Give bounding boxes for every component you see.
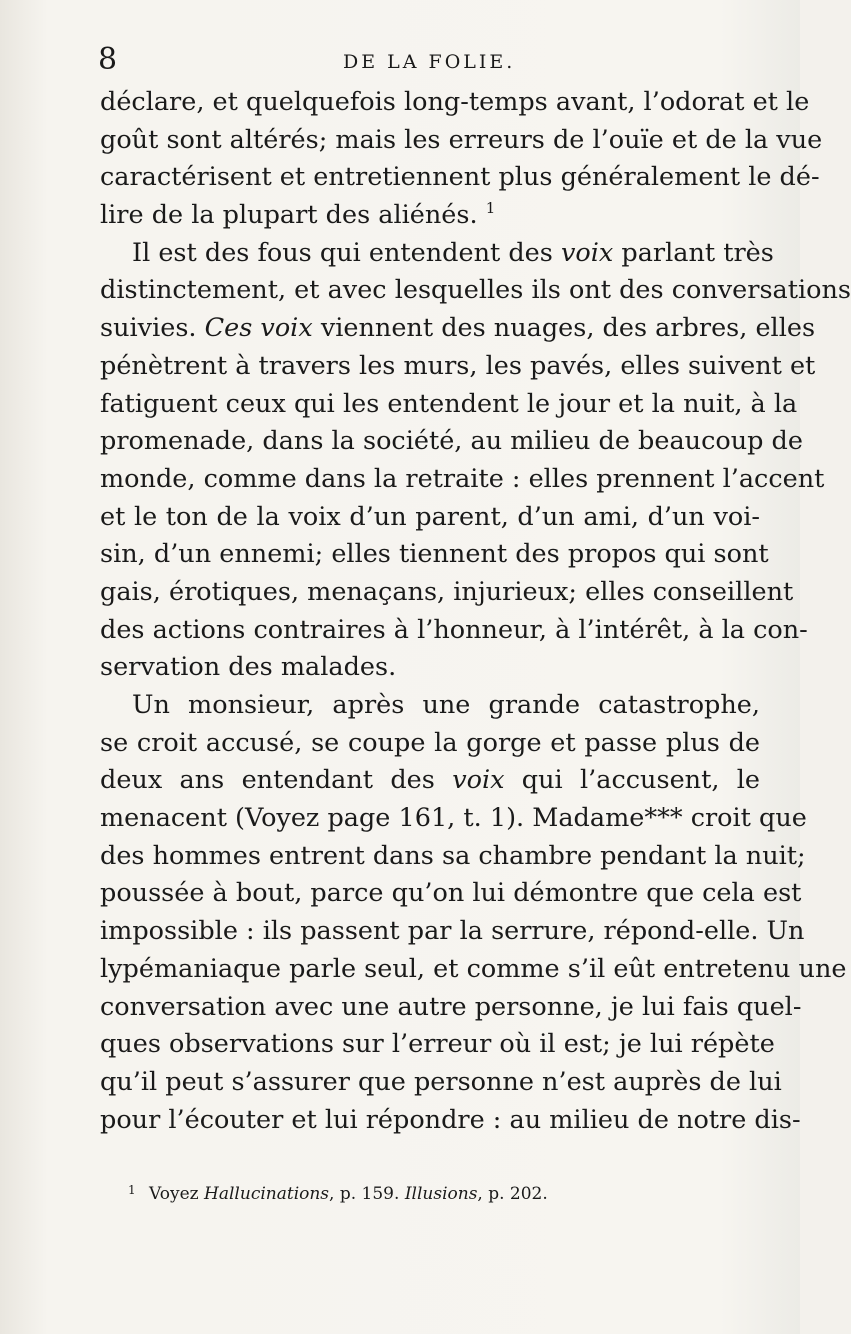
text-line [100,197,760,235]
footnote-reference: 1 [485,199,496,218]
footnote-text: Voyez [149,1184,205,1204]
text-segment: deux ans entendant des [100,765,453,796]
running-title: DE LA FOLIE. [343,51,516,73]
footnote-text: , p. 159. [329,1184,405,1204]
text-segment: sin, d’un ennemi; elles tiennent des propos qui sont [100,539,769,570]
text-line [100,122,823,160]
text-line [100,1064,782,1102]
text-line [100,989,802,1027]
text-line [100,875,802,913]
text-line [100,687,760,725]
text-segment: pour l’écouter et lui répondre : au milieu de notre dis- [100,1104,801,1135]
text-segment: qui l’accusent, le [504,765,760,796]
text-line [100,838,806,876]
text-line [100,951,847,989]
text-segment: des actions contraires à l’honneur, à l’intérêt, à la con- [100,614,808,645]
footnote-mark: 1 [128,1183,136,1197]
text-segment: et le ton de la voix d’un parent, d’un ami, d’un voi- [100,501,760,532]
text-segment: Il est des fous qui entendent des [132,237,561,268]
text-segment: conversation avec une autre personne, je lui fais quel- [100,991,802,1022]
text-segment: Un monsieur, après une grande catastrophe, [132,690,760,720]
text-segment: déclare, et quelquefois long-temps avant, l’odorat et le [100,87,810,117]
text-line [100,913,805,951]
text-line [100,612,808,650]
text-segment: promenade, dans la société, au milieu de beaucoup de [100,426,803,457]
text-segment: poussée à bout, parce qu’on lui démontre que cela est [100,878,802,909]
text-segment: fatiguent ceux qui les entendent le jour et la nuit, à la [100,388,798,419]
text-line [100,310,816,348]
page-header [98,40,758,80]
text-segment: goût sont altérés; mais les erreurs de l’ouïe et de la vue [100,124,823,155]
footnote [128,1176,688,1208]
text-segment: parlant très [613,237,774,268]
italic-text: Ces voix [204,313,313,344]
text-line [100,536,769,574]
footnote-text: , p. 202. [477,1184,548,1204]
page-number: 8 [98,42,118,77]
text-segment: des hommes entrent dans sa chambre pendant la nuit; [100,840,806,871]
text-segment: distinctement, et avec lesquelles ils ont des conversations [100,275,851,306]
text-line [100,348,816,386]
text-segment: servation des malades. [100,652,397,683]
text-line [100,272,851,310]
text-segment: pénètrent à travers les murs, les pavés, elles suivent et [100,350,816,381]
text-segment: menacent (Voyez page 161, t. 1). Madame*** croit que [100,803,807,834]
italic-text: voix [452,765,505,796]
text-segment: ques observations sur l’erreur où il est; je lui répète [100,1029,775,1060]
text-line [100,574,794,612]
text-line [100,386,798,424]
text-segment: lire de la plupart des aliénés. [100,200,486,231]
footnote-italic-text: Hallucinations [204,1184,330,1204]
text-segment: gais, érotiques, menaçans, injurieux; elles conseillent [100,576,794,607]
text-line [100,1102,801,1140]
footnote-italic-text: Illusions [404,1184,478,1204]
text-line [100,235,774,273]
text-line [100,461,825,499]
text-segment: caractérisent et entretiennent plus généralement le dé- [100,162,820,193]
italic-text: voix [560,237,614,268]
text-line [100,159,820,197]
text-line [100,725,760,763]
text-line [100,423,803,461]
text-segment: qu’il peut s’assurer que personne n’est auprès de lui [100,1066,782,1097]
text-line [100,649,760,687]
text-segment: monde, comme dans la retraite : elles prennent l’accent [100,463,825,494]
text-segment: se croit accusé, se coupe la gorge et passe plus de [100,727,760,758]
text-line [100,762,760,800]
text-line [100,1026,775,1064]
body-text [100,84,851,1139]
text-segment: suivies. [100,313,205,344]
text-line [100,800,807,838]
text-segment: impossible : ils passent par la serrure, répond-elle. Un [100,916,805,947]
text-segment: viennent des nuages, des arbres, elles [312,313,816,344]
text-line [100,499,760,537]
text-line [100,84,810,122]
text-segment: lypémaniaque parle seul, et comme s’il eût entretenu une [100,953,847,984]
